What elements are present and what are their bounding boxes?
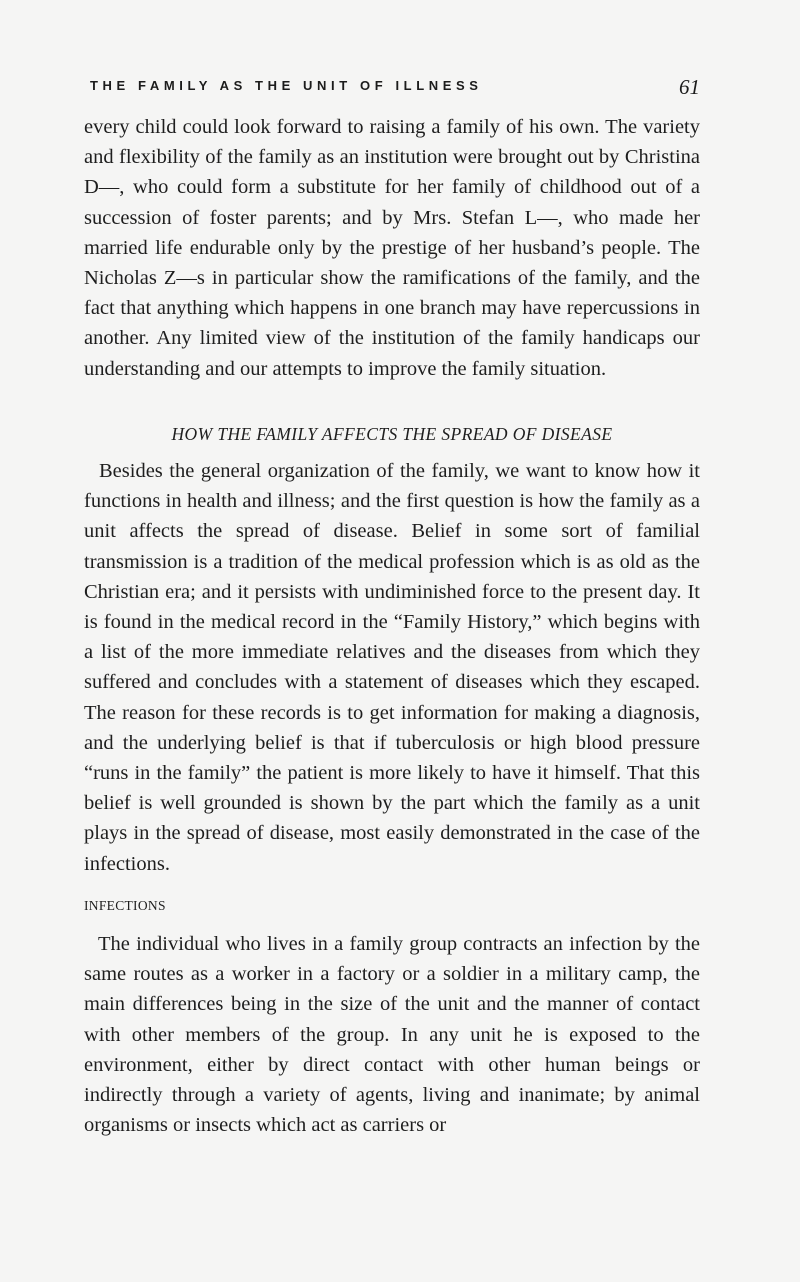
paragraph-infections: The individual who lives in a family group contracts an infection by the same routes as a worker in a factory or a soldier in a military camp, the main differences being in the size of the unit and the manner of contact with other members of the group. In any unit he is exposed to the environment, either by direct contact with other human beings or indirectly through a variety of agents, living and inanimate; by animal organisms or insects which act as carriers or bbox=[84, 933, 700, 1137]
running-head bbox=[84, 75, 700, 102]
running-title: THE FAMILY AS THE UNIT OF ILLNESS bbox=[90, 78, 483, 93]
page-number: 61 bbox=[679, 75, 700, 99]
paragraph-family-disease: Besides the general organization of the family, we want to know how it functions in health and illness; and the first question is how the family as a unit affects the spread of disease. Belief in some sort of familial transmission is a tradition of the medical profession which is as old as the Christian era; and it persists with undiminished force to the present day. It is found in the medical record in the “Family History,” which begins with a list of the more immediate relatives and the diseases from which they suffered and concludes with a statement of diseases which they escaped. The reason for these records is to get information for making a diagnosis, and the underlying belief is that if tuberculosis or high blood pressure “runs in the family” the patient is more likely to have it himself. That this belief is well grounded is shown by the part which the family as a unit plays in the spread of disease, most easily demonstrated in the case of the infections. bbox=[84, 460, 700, 875]
subheading-infections: INFECTIONS bbox=[84, 898, 166, 913]
section-heading: HOW THE FAMILY AFFECTS THE SPREAD OF DISEASE bbox=[171, 424, 613, 444]
paragraph-continuation: every child could look forward to raising a family of his own. The variety and flexibility of the family as an institution were brought out by Christina D—, who could form a substitute for her family of childhood out of a succession of foster parents; and by Mrs. Stefan L—, who made her married life endurable only by the prestige of her husband’s people. The Nicholas Z—s in particular show the ramifications of the family, and the fact that anything which happens in one branch may have repercussions in another. Any limited view of the institution of the family handicaps our understanding and our attempts to improve the family situation. bbox=[84, 116, 700, 380]
